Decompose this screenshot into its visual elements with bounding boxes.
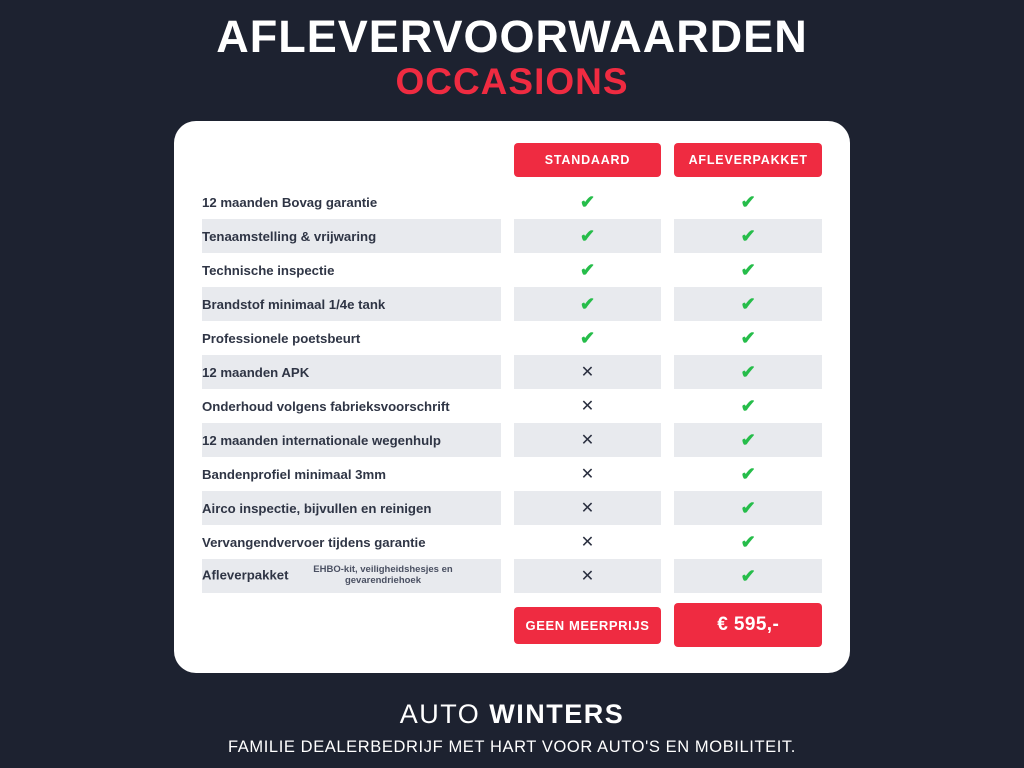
feature-label: Tenaamstelling & vrijwaring xyxy=(202,228,377,244)
feature-label-cell xyxy=(202,423,501,457)
feature-label-cell xyxy=(202,253,501,287)
check-icon: ✔ xyxy=(740,191,756,212)
brand-name-light: AUTO xyxy=(399,699,490,729)
table-row xyxy=(202,253,822,287)
check-icon: ✔ xyxy=(740,497,756,518)
table-header-row xyxy=(202,143,822,185)
column-header-standaard xyxy=(514,143,661,185)
check-icon: ✔ xyxy=(740,429,756,450)
feature-label: Brandstof minimaal 1/4e tank xyxy=(202,296,386,312)
cell-standaard xyxy=(514,491,661,525)
row-gap-2 xyxy=(661,491,675,525)
price-afleverpakket: € 595,- xyxy=(674,603,822,647)
cell-afleverpakket xyxy=(674,389,822,423)
row-gap-2 xyxy=(661,423,675,457)
check-icon: ✔ xyxy=(740,463,756,484)
cell-afleverpakket xyxy=(674,457,822,491)
table-row xyxy=(202,321,822,355)
row-gap xyxy=(501,457,515,491)
page-footer xyxy=(228,699,796,757)
cross-icon: ✕ xyxy=(580,568,595,585)
table-row xyxy=(202,525,822,559)
row-gap-2 xyxy=(661,219,675,253)
feature-label-cell xyxy=(202,219,501,253)
row-gap xyxy=(501,253,515,287)
table-row xyxy=(202,219,822,253)
feature-label-cell xyxy=(202,559,501,593)
feature-label: Bandenprofiel minimaal 3mm xyxy=(202,466,386,482)
header-spacer xyxy=(202,143,501,185)
price-gap-2 xyxy=(661,593,675,647)
row-gap xyxy=(501,389,515,423)
row-gap xyxy=(501,423,515,457)
cell-afleverpakket xyxy=(674,525,822,559)
row-gap-2 xyxy=(661,253,675,287)
column-header-afleverpakket xyxy=(674,143,822,185)
cross-icon: ✕ xyxy=(580,466,595,483)
price-standaard: GEEN MEERPRIJS xyxy=(514,607,661,644)
feature-label: Afleverpakket xyxy=(202,567,289,583)
feature-label: Vervangendvervoer tijdens garantie xyxy=(202,534,426,550)
cross-icon: ✕ xyxy=(580,500,595,517)
check-icon: ✔ xyxy=(740,361,756,382)
cell-afleverpakket xyxy=(674,253,822,287)
check-icon: ✔ xyxy=(740,565,756,586)
cell-standaard xyxy=(514,287,661,321)
row-gap xyxy=(501,491,515,525)
row-gap-2 xyxy=(661,559,675,593)
cell-afleverpakket xyxy=(674,355,822,389)
feature-label-cell xyxy=(202,185,501,219)
column-header-afleverpakket-label: AFLEVERPAKKET xyxy=(674,143,822,177)
feature-label: Technische inspectie xyxy=(202,262,335,278)
cell-afleverpakket xyxy=(674,559,822,593)
comparison-card xyxy=(174,121,850,673)
header-gap xyxy=(501,143,515,185)
row-gap xyxy=(501,321,515,355)
header-gap-2 xyxy=(661,143,675,185)
row-gap xyxy=(501,219,515,253)
table-row xyxy=(202,185,822,219)
cross-icon: ✕ xyxy=(580,364,595,381)
row-gap-2 xyxy=(661,389,675,423)
cell-standaard xyxy=(514,525,661,559)
cell-afleverpakket xyxy=(674,219,822,253)
row-gap xyxy=(501,287,515,321)
check-icon: ✔ xyxy=(740,225,756,246)
page-subtitle: OCCASIONS xyxy=(395,61,629,102)
cell-standaard xyxy=(514,355,661,389)
table-row xyxy=(202,287,822,321)
feature-label: 12 maanden internationale wegenhulp xyxy=(202,432,441,448)
table-row xyxy=(202,389,822,423)
cross-icon: ✕ xyxy=(580,432,595,449)
cell-afleverpakket xyxy=(674,491,822,525)
row-gap-2 xyxy=(661,525,675,559)
check-icon: ✔ xyxy=(740,395,756,416)
check-icon: ✔ xyxy=(740,259,756,280)
feature-label-cell xyxy=(202,321,501,355)
row-gap xyxy=(501,559,515,593)
cross-icon: ✕ xyxy=(580,534,595,551)
row-gap-2 xyxy=(661,321,675,355)
row-gap xyxy=(501,525,515,559)
feature-label: 12 maanden APK xyxy=(202,364,310,380)
price-gap xyxy=(501,593,515,647)
check-icon: ✔ xyxy=(740,531,756,552)
check-icon: ✔ xyxy=(740,293,756,314)
cell-afleverpakket xyxy=(674,185,822,219)
cell-standaard xyxy=(514,389,661,423)
feature-label: Professionele poetsbeurt xyxy=(202,330,361,346)
brand-name xyxy=(228,699,796,730)
row-gap-2 xyxy=(661,355,675,389)
comparison-table xyxy=(202,143,822,647)
feature-label-cell xyxy=(202,287,501,321)
row-gap-2 xyxy=(661,457,675,491)
page-title: AFLEVERVOORWAARDEN xyxy=(216,11,808,62)
cell-standaard xyxy=(514,457,661,491)
cell-standaard xyxy=(514,253,661,287)
cell-standaard xyxy=(514,185,661,219)
check-icon: ✔ xyxy=(579,293,596,314)
row-gap xyxy=(501,185,515,219)
price-afleverpakket-cell xyxy=(674,593,822,647)
table-row xyxy=(202,559,822,593)
feature-label-cell xyxy=(202,457,501,491)
feature-label-cell xyxy=(202,389,501,423)
check-icon: ✔ xyxy=(579,225,596,246)
feature-label-cell xyxy=(202,355,501,389)
price-row xyxy=(202,593,822,647)
cell-afleverpakket xyxy=(674,423,822,457)
cell-standaard xyxy=(514,559,661,593)
table-row xyxy=(202,491,822,525)
cell-standaard xyxy=(514,423,661,457)
feature-note: EHBO-kit, veiligheidshesjes en gevarendriehoek xyxy=(313,564,453,586)
cell-standaard xyxy=(514,321,661,355)
feature-label: Onderhoud volgens fabrieksvoorschrift xyxy=(202,398,450,414)
feature-label: Airco inspectie, bijvullen en reinigen xyxy=(202,500,432,516)
check-icon: ✔ xyxy=(579,191,596,212)
cell-afleverpakket xyxy=(674,287,822,321)
brand-tagline: FAMILIE DEALERBEDRIJF MET HART VOOR AUTO'S EN MOBILITEIT. xyxy=(228,738,796,756)
check-icon: ✔ xyxy=(579,327,596,348)
table-row xyxy=(202,355,822,389)
feature-label-cell xyxy=(202,491,501,525)
page-header xyxy=(216,11,808,102)
cell-afleverpakket xyxy=(674,321,822,355)
table-row xyxy=(202,423,822,457)
row-gap-2 xyxy=(661,185,675,219)
column-header-standaard-label: STANDAARD xyxy=(514,143,661,177)
feature-label: 12 maanden Bovag garantie xyxy=(202,194,378,210)
row-gap xyxy=(501,355,515,389)
check-icon: ✔ xyxy=(579,259,596,280)
row-gap-2 xyxy=(661,287,675,321)
cross-icon: ✕ xyxy=(580,398,595,415)
cell-standaard xyxy=(514,219,661,253)
table-row xyxy=(202,457,822,491)
feature-label-cell xyxy=(202,525,501,559)
brand-name-bold: WINTERS xyxy=(489,699,625,729)
price-standaard-cell xyxy=(514,593,661,647)
price-spacer xyxy=(202,593,501,647)
check-icon: ✔ xyxy=(740,327,756,348)
